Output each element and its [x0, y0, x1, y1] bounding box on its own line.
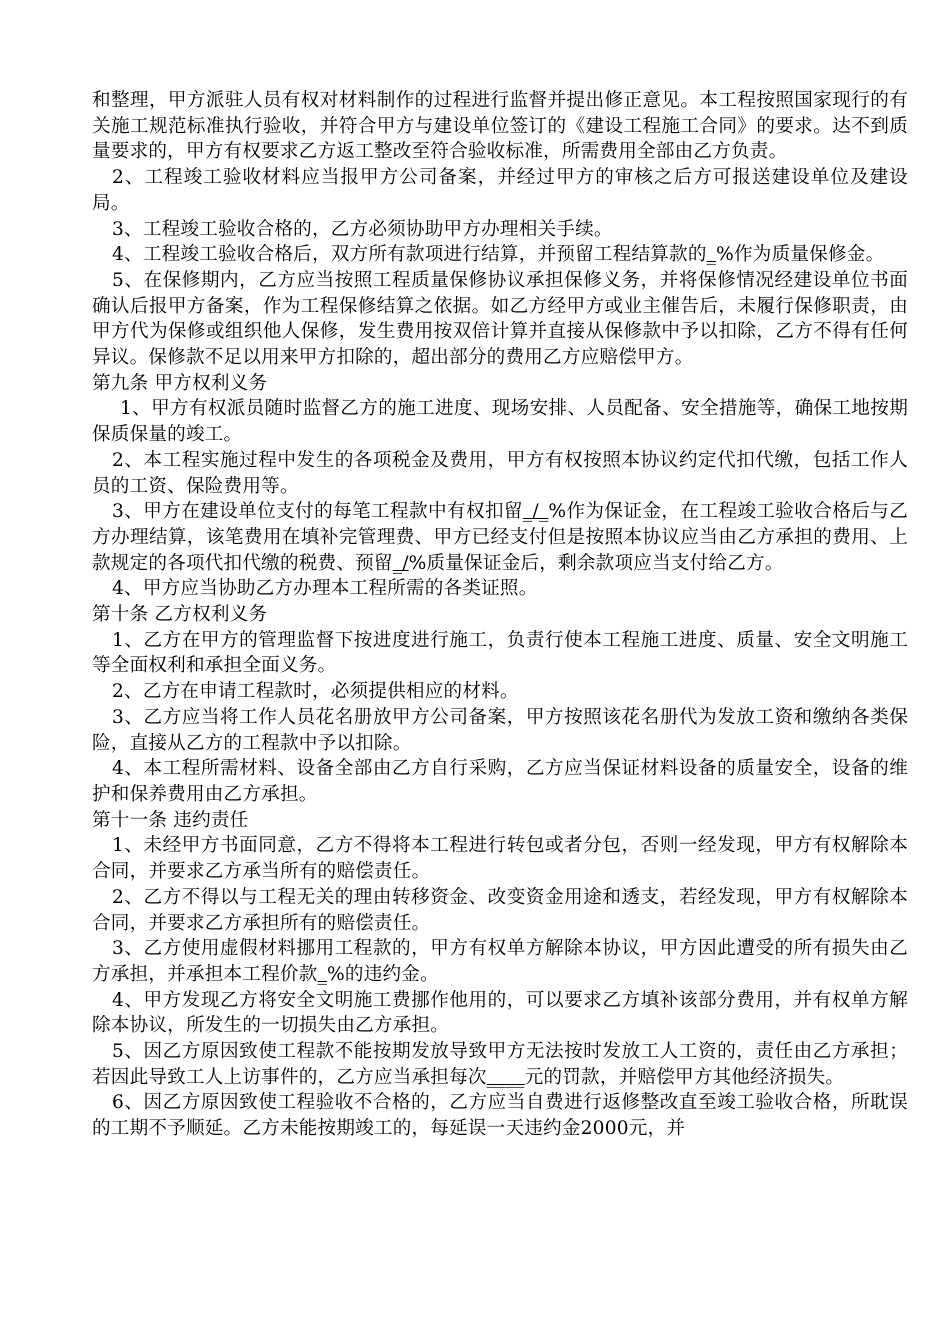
contract-paragraph: [92, 1039, 908, 1090]
contract-paragraph: [92, 396, 908, 447]
paragraph-text: 元的罚款，并赔偿甲方其他经济损失。: [524, 1066, 845, 1088]
contract-paragraph: [92, 679, 908, 705]
blank-field: _/_: [522, 501, 549, 523]
paragraph-text: 1、未经甲方书面同意，乙方不得将本工程进行转包或者分包，否则一经发现，甲方有权解除本合同，并要求乙方承当所有的赔偿责任。: [92, 835, 908, 883]
contract-paragraph: [92, 833, 908, 884]
paragraph-text: 4、甲方应当协助乙方办理本工程所需的各类证照。: [112, 578, 538, 600]
blank-field: _: [706, 244, 717, 266]
paragraph-text: 2、乙方不得以与工程无关的理由转移资金、改变资金用途和透支，若经发现，甲方有权解除本合同，并要求乙方承担所有的赔偿责任。: [92, 886, 908, 934]
article-heading: [92, 602, 908, 628]
blank-field: ____: [486, 1066, 525, 1088]
paragraph-text: 5、在保修期内，乙方应当按照工程质量保修协议承担保修义务，并将保修情况经建设单位书面确认后报甲方备案，作为工程保修结算之依据。如乙方经甲方或业主催告后，未履行保修职责，由甲方代为保修或组织他人保修，发生费用按双倍计算并直接从保修款中予以扣除，乙方不得有任何异议。保修款不足以用来甲方扣除的，超出部分的费用乙方应赔偿甲方。: [92, 269, 908, 369]
paragraph-text: 6、因乙方原因致使工程验收不合格的，乙方应当自费进行返修整改直至竣工验收合格，所耽误的工期不予顺延。乙方未能按期竣工的，每延误一天违约金2000元，并: [92, 1092, 908, 1140]
contract-paragraph: [92, 705, 908, 756]
paragraph-text: %的违约金。: [327, 963, 439, 985]
paragraph-text: 5、因乙方原因致使工程款不能按期发放导致甲方无法按时发放工人工资的，责任由乙方承担；若因此导致工人上访事件的，乙方应当承担每次: [92, 1041, 908, 1088]
paragraph-text: %质量保证金后，剩余款项应当支付给乙方。: [408, 552, 784, 574]
contract-paragraph: [92, 936, 908, 987]
paragraph-text: 3、甲方在建设单位支付的每笔工程款中有权扣留: [112, 501, 523, 523]
blank-field: _: [317, 963, 328, 985]
contract-paragraph: [92, 576, 908, 602]
paragraph-text: 3、乙方应当将工作人员花名册放甲方公司备案，甲方按照该花名册代为发放工资和缴纳各类保险，直接从乙方的工程款中予以扣除。: [92, 706, 908, 754]
paragraph-text: %作为质量保修金。: [716, 244, 885, 266]
paragraph-text: 1、甲方有权派员随时监督乙方的施工进度、现场安排、人员配备、安全措施等，确保工地按期保质保量的竣工。: [92, 398, 908, 446]
paragraph-text: 2、工程竣工验收材料应当报甲方公司备案，并经过甲方的审核之后方可报送建设单位及建设局。: [92, 167, 908, 214]
paragraph-text: 第十条 乙方权利义务: [92, 604, 268, 626]
contract-page: [92, 88, 908, 1142]
contract-paragraph: [92, 448, 908, 499]
contract-paragraph: [92, 1090, 908, 1141]
paragraph-text: 4、本工程所需材料、设备全部由乙方自行采购，乙方应当保证材料设备的质量安全，设备的维护和保养费用由乙方承担。: [92, 758, 908, 805]
contract-paragraph: [92, 499, 908, 576]
paragraph-text: 4、甲方发现乙方将安全文明施工费挪作他用的，可以要求乙方填补该部分费用，并有权单方解除本协议，所发生的一切损失由乙方承担。: [92, 989, 908, 1037]
contract-paragraph: [92, 88, 908, 165]
paragraph-text: 3、工程竣工验收合格的，乙方必须协助甲方办理相关手续。: [112, 218, 613, 240]
contract-paragraph: [92, 217, 908, 243]
paragraph-text: 和整理，甲方派驻人员有权对材料制作的过程进行监督并提出修正意见。本工程按照国家现行的有关施工规范标准执行验收，并符合甲方与建设单位签订的《建设工程施工合同》的要求。达不到质量要求的，甲方有权要求乙方返工整改至符合验收标准，所需费用全部由乙方负责。: [92, 90, 908, 163]
contract-paragraph: [92, 885, 908, 936]
paragraph-text: 1、乙方在甲方的管理监督下按进度进行施工，负责行使本工程施工进度、质量、安全文明施工等全面权利和承担全面义务。: [92, 629, 908, 677]
blank-field: _/: [392, 552, 409, 574]
paragraph-text: 2、乙方在申请工程款时，必须提供相应的材料。: [112, 681, 519, 703]
article-heading: [92, 808, 908, 834]
contract-paragraph: [92, 242, 908, 268]
paragraph-text: 第九条 甲方权利义务: [92, 372, 268, 394]
contract-paragraph: [92, 756, 908, 807]
paragraph-text: 4、工程竣工验收合格后，双方所有款项进行结算，并预留工程结算款的: [112, 244, 707, 266]
paragraph-text: %作为保证金，在工程竣工验收合格后与乙方办理结算，该笔费用在填补完管理费、甲方已经支付但是按照本协议应当由乙方承担的费用、上款规定的各项代扣代缴的税费、预留: [92, 501, 908, 574]
paragraph-text: 3、乙方使用虚假材料挪用工程款的，甲方有权单方解除本协议，甲方因此遭受的所有损失由乙方承担，并承担本工程价款: [92, 938, 908, 985]
contract-paragraph: [92, 165, 908, 216]
paragraph-text: 第十一条 违约责任: [92, 809, 249, 831]
contract-paragraph: [92, 628, 908, 679]
paragraph-text: 2、本工程实施过程中发生的各项税金及费用，甲方有权按照本协议约定代扣代缴，包括工作人员的工资、保险费用等。: [92, 449, 908, 497]
article-heading: [92, 371, 908, 397]
contract-paragraph: [92, 268, 908, 371]
contract-paragraph: [92, 988, 908, 1039]
